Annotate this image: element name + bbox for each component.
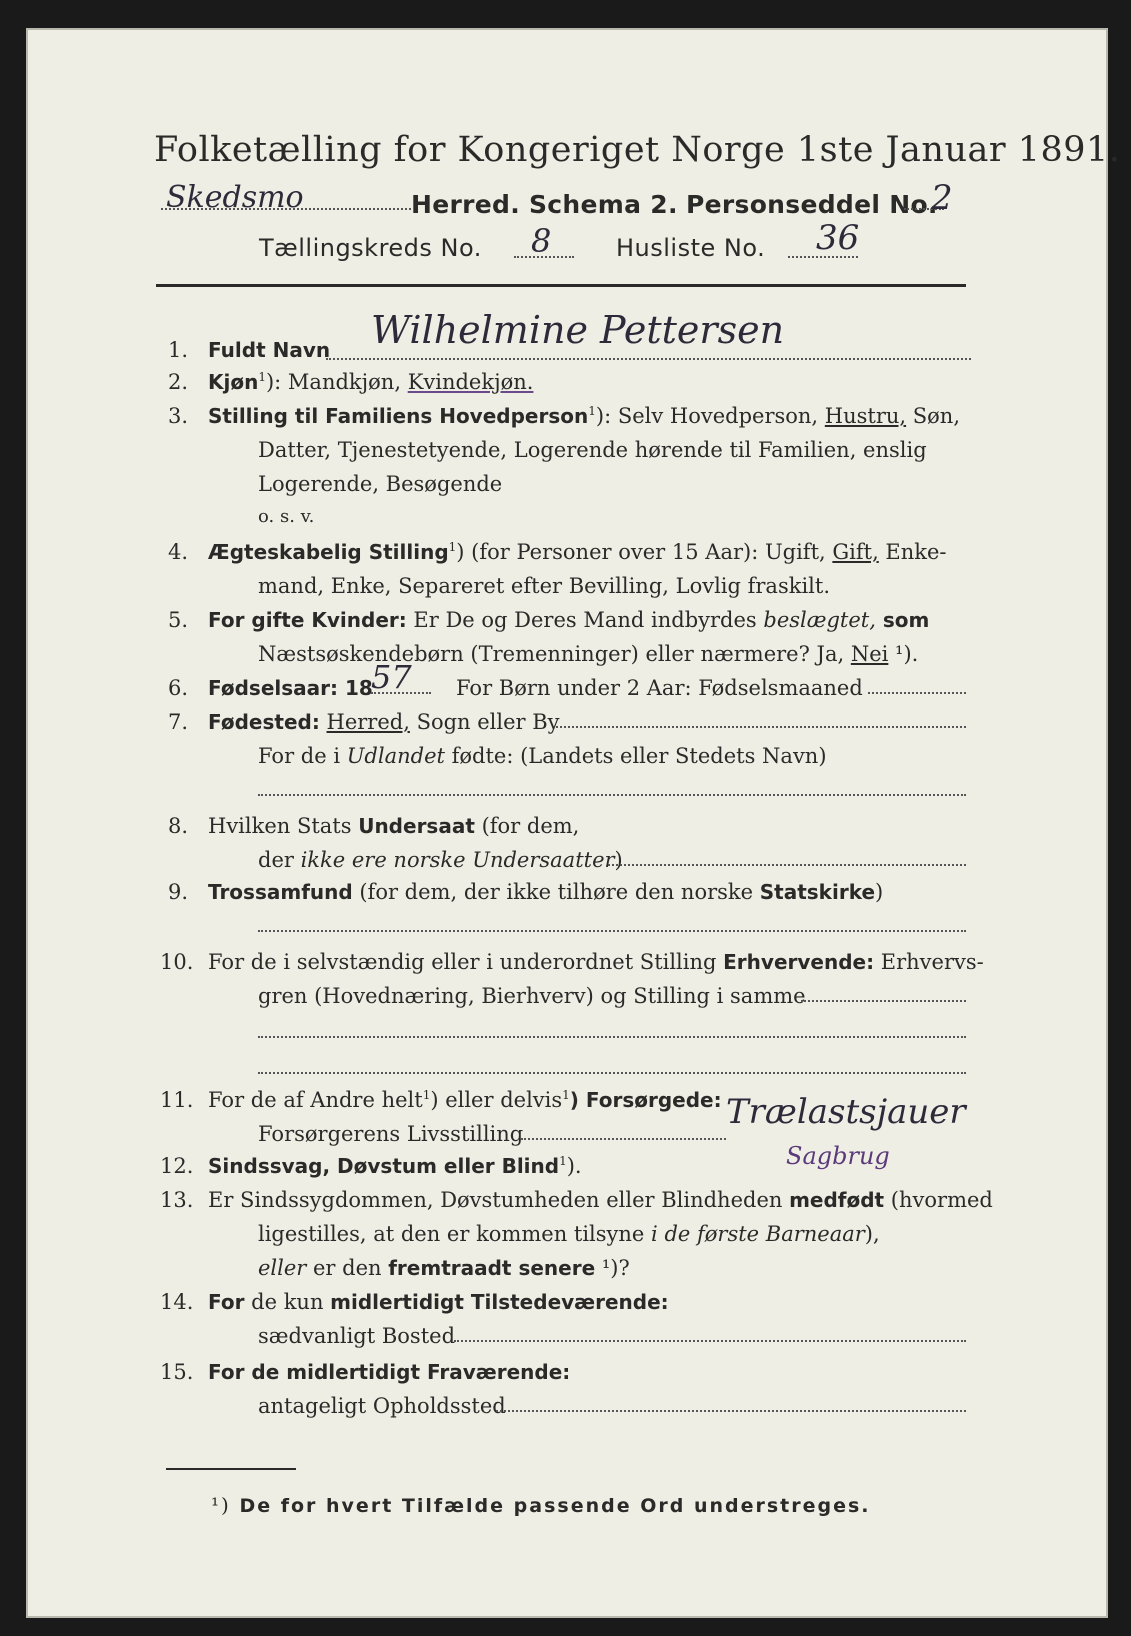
q4-number: 4.	[168, 540, 189, 564]
kreds-label: Tællingskreds No.	[259, 234, 482, 262]
schema-label: Schema 2.	[529, 190, 678, 219]
kreds-value: 8	[531, 222, 552, 260]
q1-label: Fuldt Navn	[208, 338, 331, 362]
q6-year-value: 57	[371, 658, 412, 696]
personseddel-value: 2	[931, 178, 953, 218]
q2-text: Kjøn$^1$): Mandkjøn, Kvindekjøn.	[208, 370, 534, 394]
q15-line2: antageligt Opholdssted	[258, 1394, 506, 1418]
q5-line1: For gifte Kvinder: Er De og Deres Mand indbyrdes beslægtet, som	[208, 608, 930, 632]
q11-line1: For de af Andre helt$^1$) eller delvis$^1$) Forsørgede:	[208, 1088, 722, 1112]
q7-line1: Fødested: Herred, Sogn eller By	[208, 710, 560, 734]
q3-line3: Logerende, Besøgende	[258, 472, 503, 496]
q6-label: Fødselsaar: 18	[208, 676, 373, 700]
q5-line2: Næstsøskendebørn (Tremenninger) eller nærmere? Ja, Nei ¹).	[258, 642, 919, 666]
q3-line1: Stilling til Familiens Hovedperson$^1$): Selv Hovedperson, Hustru, Søn,	[208, 404, 960, 428]
q1-name-value: Wilhelmine Pettersen	[371, 308, 785, 352]
q13-line3: eller er den fremtraadt senere ¹)?	[258, 1256, 630, 1280]
q1-number: 1.	[168, 338, 189, 362]
q3-number: 3.	[168, 404, 189, 428]
q10-line2: gren (Hovednæring, Bierhverv) og Stilling i samme	[258, 984, 806, 1008]
herred-value: Skedsmo	[166, 180, 304, 215]
q14-number: 14.	[160, 1290, 194, 1314]
q3-line2: Datter, Tjenestetyende, Logerende hørende til Familien, enslig	[258, 438, 927, 462]
q8-line1: Hvilken Stats Undersaat (for dem,	[208, 814, 580, 838]
q4-line2: mand, Enke, Separeret efter Bevilling, Lovlig fraskilt.	[258, 574, 831, 598]
q9-number: 9.	[168, 880, 189, 904]
herred-label: Herred.	[411, 190, 520, 219]
q6-number: 6.	[168, 676, 189, 700]
q10-line1: For de i selvstændig eller i underordnet Stilling Erhvervende: Erhvervs-	[208, 950, 984, 974]
census-form	[26, 28, 1121, 1618]
q12-number: 12.	[160, 1154, 194, 1178]
form-title: Folketælling for Kongeriget Norge 1ste Januar 1891.	[154, 130, 1121, 170]
q15-line1: For de midlertidigt Fraværende:	[208, 1360, 571, 1384]
q9-line1: Trossamfund (for dem, der ikke tilhøre den norske Statskirke)	[208, 880, 884, 904]
q6-text: For Børn under 2 Aar: Fødselsmaaned	[456, 676, 863, 700]
q12-line1: Sindssvag, Døvstum eller Blind$^1$).	[208, 1154, 582, 1178]
q13-line1: Er Sindssygdommen, Døvstumheden eller Blindheden medfødt (hvormed	[208, 1188, 993, 1212]
q8-line2: der ikke ere norske Undersaatter)	[258, 848, 623, 872]
footnote-rule	[166, 1468, 296, 1470]
q11-provider-value: Trælastsjauer	[726, 1092, 966, 1132]
q7-number: 7.	[168, 710, 189, 734]
q4-line1: Ægteskabelig Stilling$^1$) (for Personer over 15 Aar): Ugift, Gift, Enke-	[208, 540, 947, 564]
q11-line2: Forsørgerens Livsstilling	[258, 1122, 524, 1146]
q7-line2: For de i Udlandet fødte: (Landets eller Stedets Navn)	[258, 744, 827, 768]
husliste-label: Husliste No.	[616, 234, 766, 262]
q13-number: 13.	[160, 1188, 194, 1212]
q15-number: 15.	[160, 1360, 194, 1384]
footnote: ¹) De for hvert Tilfælde passende Ord understreges.	[211, 1493, 871, 1517]
q11-number: 11.	[160, 1088, 194, 1112]
q10-number: 10.	[160, 950, 194, 974]
q14-line2: sædvanligt Bosted	[258, 1324, 456, 1348]
q5-number: 5.	[168, 608, 189, 632]
q14-line1: For de kun midlertidigt Tilstedeværende:	[208, 1290, 669, 1314]
header-rule	[156, 284, 966, 287]
q11-provider-note: Sagbrug	[786, 1142, 890, 1170]
q13-line2: ligestilles, at den er kommen tilsyne i de første Barneaar),	[258, 1222, 880, 1246]
q8-number: 8.	[168, 814, 189, 838]
q3-line4: o. s. v.	[258, 506, 315, 527]
personseddel-label: Personseddel No.	[686, 190, 938, 219]
husliste-value: 36	[816, 218, 860, 258]
q2-number: 2.	[168, 370, 189, 394]
